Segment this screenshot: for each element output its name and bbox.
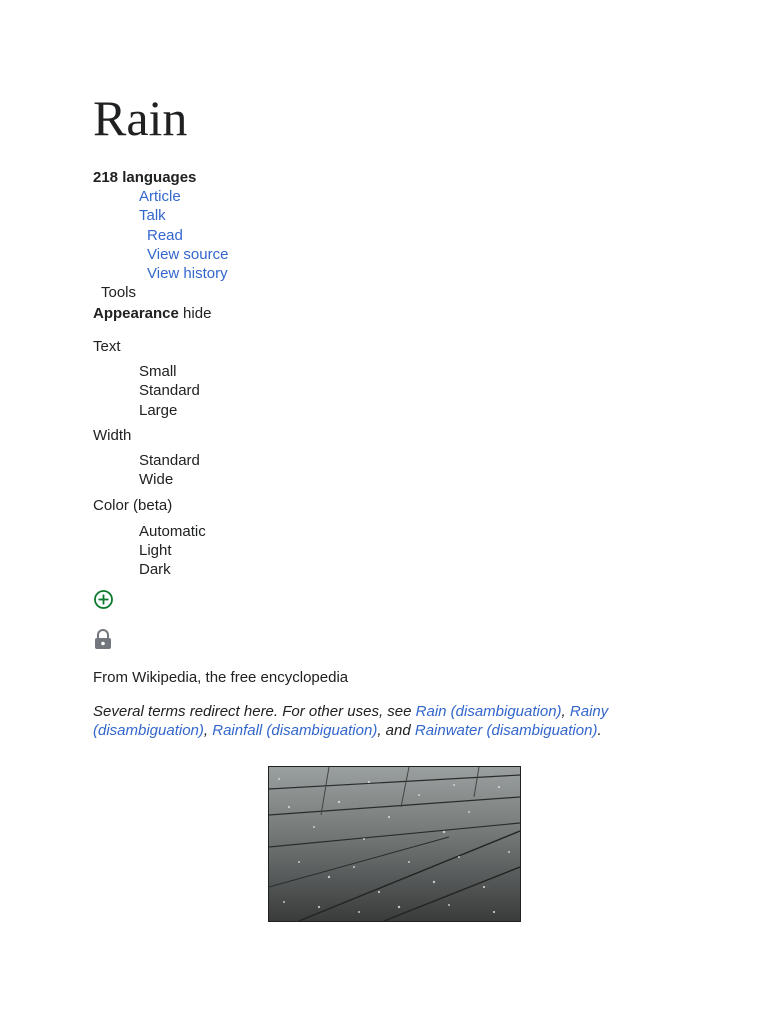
text-size-label: Text (93, 338, 121, 355)
rain-photo[interactable] (268, 766, 521, 922)
appearance-header (93, 304, 211, 323)
link-rainwater-disambiguation[interactable]: Rainwater (disambiguation) (414, 722, 598, 739)
appearance-hide-button[interactable]: hide (183, 305, 212, 322)
tab-article[interactable]: Article (139, 188, 181, 205)
hatnote-intro: Several terms redirect here. For other uses, see (93, 703, 416, 720)
hatnote-separator: , (203, 722, 213, 739)
width-standard[interactable]: Standard (139, 452, 200, 469)
tools-menu[interactable]: Tools (101, 284, 137, 301)
color-dark[interactable]: Dark (139, 561, 171, 578)
color-light[interactable]: Light (139, 542, 172, 559)
lock-icon[interactable] (94, 629, 112, 654)
hatnote-end: . (597, 722, 602, 739)
link-rainy-disambiguation[interactable]: Rainy (disambiguation) (93, 703, 609, 739)
page-title: Rain (93, 90, 188, 146)
hatnote-separator: , (561, 703, 570, 720)
tab-talk[interactable]: Talk (139, 207, 166, 224)
width-label: Width (93, 427, 132, 444)
appearance-heading: Appearance (93, 305, 179, 322)
text-size-large[interactable]: Large (139, 402, 178, 419)
color-automatic[interactable]: Automatic (139, 523, 206, 540)
link-rainfall-disambiguation[interactable]: Rainfall (disambiguation) (212, 722, 378, 739)
tab-view-history[interactable]: View history (147, 265, 228, 282)
width-wide[interactable]: Wide (139, 471, 174, 488)
text-size-standard[interactable]: Standard (139, 382, 200, 399)
hatnote (93, 702, 653, 740)
color-label: Color (beta) (93, 497, 173, 514)
add-circle-icon[interactable] (93, 589, 114, 614)
tab-view-source[interactable]: View source (147, 246, 229, 263)
link-rain-disambiguation[interactable]: Rain (disambiguation) (415, 703, 562, 720)
tab-read[interactable]: Read (147, 227, 183, 244)
hatnote-separator: , and (377, 722, 415, 739)
text-size-small[interactable]: Small (139, 363, 177, 380)
language-selector[interactable]: 218 languages (93, 169, 197, 186)
site-tagline: From Wikipedia, the free encyclopedia (93, 669, 349, 686)
